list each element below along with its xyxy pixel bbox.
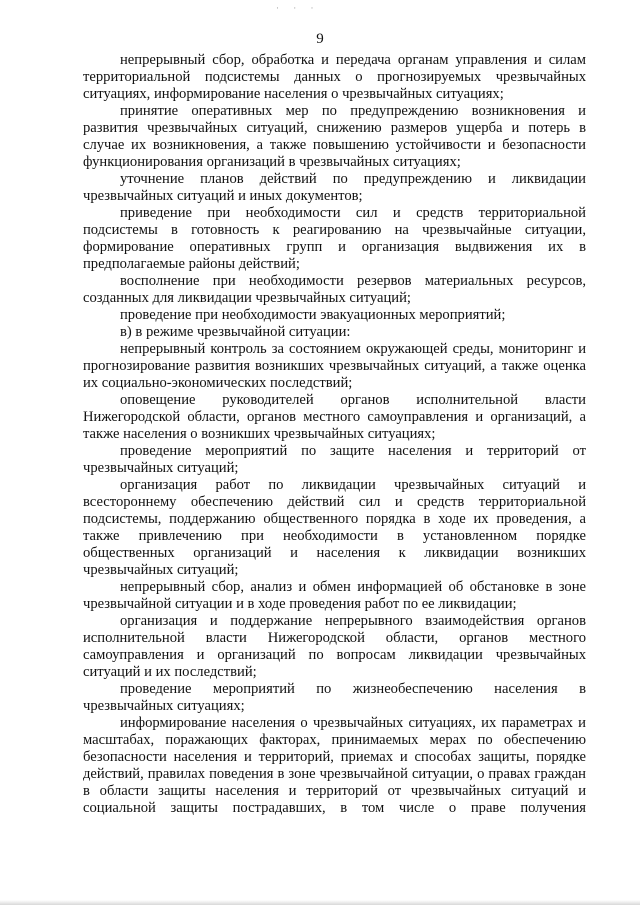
paragraph: непрерывный сбор, анализ и обмен информацией об обстановке в зоне чрезвычайной ситуации и в ходе проведения работ по ее ликвидации; [83,579,586,612]
body-text [83,52,586,817]
paragraph: в) в режиме чрезвычайной ситуации: [120,324,351,340]
page-number: 9 [316,31,324,47]
paragraph: непрерывный контроль за состоянием окружающей среды, мониторинг и прогнозирование развития возникших чрезвычайных ситуаций, а также оценка их социально-экономических последствий; [83,341,586,391]
paragraph: проведение мероприятий по жизнеобеспечению населения в чрезвычайных ситуациях; [83,681,586,714]
paragraph: проведение при необходимости эвакуационных мероприятий; [120,307,506,323]
paragraph: организация и поддержание непрерывного взаимодействия органов исполнительной власти Нижегородской области, органов местного самоуправления и организаций по вопросам ликвидации чрезвычайных ситуаций и их последствий; [83,613,586,680]
paragraph: организация работ по ликвидации чрезвычайных ситуаций и всестороннему обеспечению действий сил и средств территориальной подсистемы, поддержанию общественного порядка в ходе их проведения, а также привлечению при необходимости в установленном порядке общественных организаций и населения к ликвидации возникших чрезвычайных ситуаций; [83,477,586,578]
paragraph: проведение мероприятий по защите населения и территорий от чрезвычайных ситуаций; [83,443,586,476]
paragraph: восполнение при необходимости резервов материальных ресурсов, созданных для ликвидации чрезвычайных ситуаций; [83,273,586,306]
scan-artifact: · · · [276,3,320,13]
page-edge [0,900,640,905]
paragraph: оповещение руководителей органов исполнительной власти Нижегородской области, органов местного самоуправления и организаций, а также населения о возникших чрезвычайных ситуациях; [83,392,586,442]
paragraph: информирование населения о чрезвычайных ситуациях, их параметрах и масштабах, поражающих факторах, принимаемых мерах по обеспечению безопасности населения и территорий, приемах и способах защиты, порядке действий, правилах поведения в зоне чрезвычайной ситуации, о правах граждан в области защиты населения и территорий от чрезвычайных ситуаций и социальной защиты пострадавших, в том числе о праве получения [83,715,586,816]
paragraph: уточнение планов действий по предупреждению и ликвидации чрезвычайных ситуаций и иных документов; [83,171,586,204]
paragraph: приведение при необходимости сил и средств территориальной подсистемы в готовность к реагированию на чрезвычайные ситуации, формирование оперативных групп и организация выдвижения их в предполагаемые районы действий; [83,205,586,272]
paragraph: непрерывный сбор, обработка и передача органам управления и силам территориальной подсистемы данных о прогнозируемых чрезвычайных ситуациях, информирование населения о чрезвычайных ситуациях; [83,52,586,102]
paragraph: принятие оперативных мер по предупреждению возникновения и развития чрезвычайных ситуаций, снижению размеров ущерба и потерь в случае их возникновения, а также повышению устойчивости и безопасности функционирования организаций в чрезвычайных ситуациях; [83,103,586,170]
